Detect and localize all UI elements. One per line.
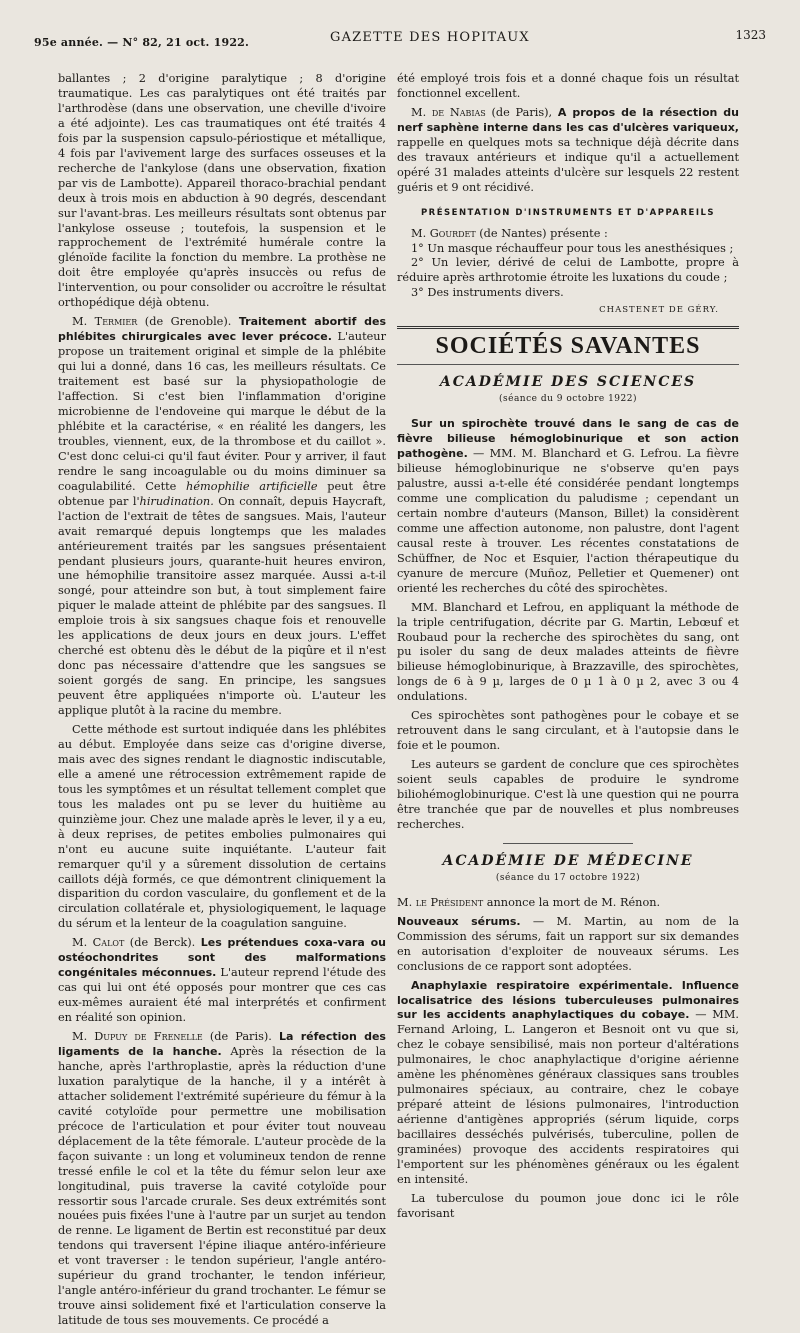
body-text: rappelle en quelques mots sa technique déjà décrite dans des travaux antérieurs et indique qu'il a actuellement opéré 31 malades atteints d'ulcère sur lesquels 22 restent guéris et 9 ont récidivé. [397,135,739,194]
section-heading-instruments: PRÉSENTATION D'INSTRUMENTS ET D'APPAREILS [420,207,716,218]
communication-serums [397,915,739,975]
left-column [58,72,386,1333]
instrument-item: 1° Un masque réchauffeur pour tous les anesthésiques ; [411,241,734,255]
academy-heading: ACADÉMIE DES SCIENCES [439,374,697,391]
paragraph: Cette méthode est surtout indiquée dans les phlébites au début. Employée dans seize cas d'origine diverse, mais avec des signes rendant le diagnostic indiscutable, elle a amené une rétrocession extrêmement rapide de tous les symptômes et un résultat tellement complet que tous les malades ont pu se lever du huitième au quinzième jour. Chez une malade après le lever, il y a eu, à deux reprises, de petites embolies pulmonaires qui n'ont eu aucune suite inquiétante. L'auteur fait remarquer qu'il y a sûrement dissolution de certains caillots déjà formés, ce que démontrent cliniquement la disparition du cordon vasculaire, du gonflement et de la circulation collatérale et, physiologiquement, le laquage du sérum et la lenteur de la coagulation sanguine. [58,722,386,931]
author-name: M. le Président [397,895,484,909]
communication-title: Anaphylaxie respiratoire expérimentale. Influence localisatrice des lésions tuberculeuses pulmonaires sur les accidents anaphylactiques du cobaye. [397,978,739,1022]
author-place: (de Berck). [124,936,201,950]
author-name: M. Gourdet [411,226,476,240]
author-place: (de Paris), [485,105,558,119]
italic-term: hirudination. [139,494,214,508]
journal-title: GAZETTE DES HOPITAUX [330,30,530,45]
divider [503,843,633,844]
body-text: On connaît, depuis Haycraft, l'action de l'extrait de têtes de sangsues. Mais, l'auteur avait remarqué depuis longtemps que les malades antérieurement traités par les sangsues présentaient pendant plusieurs jours, quarante-huit heures environ, une hémophilie transitoire assez marquée. Aussi a-t-il songé, pour atteindre son but, à tout simplement faire piquer le malade atteint de phlébite par des sangsues. Il emploie trois à six sangsues chaque fois et renouvelle les applications de deux jours en deux jours. L'effet cherché est obtenu dès le début de la piqûre et il n'est donc pas nécessaire d'attendre que les sangsues se soient gorgés de sang. En principe, les sangsues peuvent être appliquées n'importe où. L'auteur les applique plutôt à la racine du membre. [58,494,386,718]
right-column [397,72,739,1226]
body-text: L'auteur propose un traitement original et simple de la phlébite qui lui a donné, dans 16 cas, les meilleurs résultats. Ce traitement est basé sur la physiopathologie de l'affection. Si c'est bien l'inflammation d'origine microbienne de l'endoveine qui marque le début de la phlébite et la caractérise, « en réalité les dangers, les troubles, viennent, eux, de la thrombose et du caillot ». C'est donc celui-ci qu'il faut éviter. Pour y arriver, il faut rendre le sang incoagulable ou du moins diminuer sa coagulabilité. Cette [58,330,386,493]
page-header [34,22,766,58]
instrument-item: 2° Un levier, dérivé de celui de Lambotte, propre à réduire après arthrotomie étroite les luxations du coude ; [397,256,739,285]
communication-title: Sur un spirochète trouvé dans le sang de cas de fièvre bilieuse hémoglobinurique et son action pathogène. [397,417,739,461]
divider [397,326,739,329]
author-name: M. Dupuy de Frenelle [72,1030,203,1044]
paragraph: La tuberculose du poumon joue donc ici le rôle favorisant [397,1191,739,1220]
author-name: M. Termier [72,315,138,329]
announcement [397,896,739,911]
body-text: Après la résection de la hanche, après l'arthroplastie, après la réduction d'une luxation paralytique de la hanche, il y a intérêt à attacher solidement l'extrémité supérieure du fémur à la cavité cotyloïde pour permettre une mobilisation précoce de l'articulation et pour éviter tout nouveau déplacement de la tête fémorale. L'auteur procède de la façon suivante : un long et volumineux tendon de renne tressé enfile le col et la tête du fémur selon leur axe longitudinal, puis traverse la cavité cotyloïde pour ressortir sous l'arcade crurale. Ses deux extrémités sont nouées puis fixées l'une à l'autre par un surjet au tendon de renne. Le ligament de Bertin est reconstitué par deux tendons qui traversent l'épine iliaque antéro-inférieure et vont traverser : le tendon supérieur, l'angle antéro-supérieur du grand trochanter, le tendon inférieur, l'angle antéro-inférieur du grand trochanter. Le fémur se trouve ainsi solidement fixé et l'articulation conserve la latitude de tous ses mouvements. Ce procédé a [58,1045,387,1328]
communication-anaphylaxie [397,979,739,1188]
body-text: L'auteur reprend l'étude des cas qui lui ont été opposés pour montrer que ces cas eux-mêmes auraient été mal interprétés et confirment en réalité son opinion. [58,966,386,1025]
communication-spirochete [397,417,739,596]
body-text: annonce la mort de M. Rénon. [483,895,661,909]
body-text: — MM. M. Blanchard et G. Lefrou. La fièvre bilieuse hémoglobinurique ne s'observe qu'en pays palustre, aussi a-t-elle été considérée pendant longtemps comme une complication du paludisme ; cependant un certain nombre d'auteurs (Manson, Billet) la considèrent comme une affection autonome, non palustre, dont l'agent causal reste à trouver. Les récentes constatations de Schüffner, de Noc et Esquier, l'action thérapeutique du cyanure de mercure (Muñoz, Pelletier et Quemener) ont orienté les recherches du côté des spirochètes. [397,447,739,595]
communication-termier [58,315,386,719]
paragraph: MM. Blanchard et Lefrou, en appliquant la méthode de la triple centrifugation, décrite par G. Martin, Lebœuf et Roubaud pour la recherche des spirochètes du sang, ont pu isoler du sang de deux malades atteints de fièvre bilieuse hémoglobinurique, à Brazzaville, des spirochètes, longs de 6 à 9 µ, larges de 0 µ 1 à 0 µ 2, avec 3 ou 4 ondulations. [397,600,739,704]
paragraph: ballantes ; 2 d'origine paralytique ; 8 d'origine traumatique. Les cas paralytiques ont été traités par l'arthrodèse (dans une observation, une cheville d'ivoire a été adjointe). Les cas traumatiques ont été traités 4 fois par la suspension capsulo-périostique et métallique, 4 fois par l'avivement large des surfaces osseuses et la recherche de l'ankylose (dans une observation, fixation par vis de Lambotte). Appareil thoraco-brachial pendant deux à trois mois en abduction à 90 degrés, descendant sur l'avant-bras. Les meilleurs résultats sont obtenus par l'ankylose osseuse ; toutefois, la suspension et le rapprochement de l'extrémité humérale contre la glénoïde facilite la fonction du membre. La prothèse ne doit être employée qu'après insuccès ou refus de l'intervention, ou pour consolider ou accroître le résultat orthopédique déjà obtenu. [58,72,386,310]
divider [397,364,739,365]
body-text: (de Nantes) présente : [475,226,608,240]
instruments-intro [397,227,739,242]
communication-dupuy [58,1030,386,1329]
author-name: M. Calot [72,936,125,950]
page-number: 1323 [735,28,766,42]
body-text: — MM. Fernand Arloing, L. Langeron et Besnoit ont vu que si, chez le cobaye sensibilisé, mais non porteur d'altérations pulmonaires, le choc anaphylactique d'origine aérienne amène les phénomènes généraux classiques sans troubles pulmonaires spéciaux, au contraire, chez le cobaye préparé atteint de lésions pulmonaires, l'introduction aérienne d'antigènes appropriés (sérum liquide, corps bacillaires desséchés pulvérisés, tuberculine, pollen de graminées) provoque des accidents respiratoires qui l'emportent sur les phénomènes généraux ou les égalent en intensité. [397,1008,739,1186]
communication-title: A propos de la résection du nerf saphène interne dans les cas d'ulcères variqueux, [397,105,739,134]
issue-info: 95e année. — N° 82, 21 oct. 1922. [34,36,250,49]
session-date: (séance du 9 octobre 1922) [498,394,637,405]
communication-nabias [397,106,739,196]
communication-title: Nouveaux sérums. [397,914,521,928]
paragraph: Les auteurs se gardent de conclure que ces spirochètes soient seuls capables de produire le syndrome biliohémoglobinurique. C'est là une question qui ne pourra être tranchée que par de nouvelles et plus nombreuses recherches. [397,758,739,831]
paragraph: été employé trois fois et a donné chaque fois un résultat fonctionnel excellent. [397,72,739,100]
section-title: SOCIÉTÉS SAVANTES [435,333,701,360]
communication-title: Les prétendues coxa-vara ou ostéochondrites sont des malformations congénitales méconnues. [58,936,386,980]
communication-title: La réfection des ligaments de la hanche. [58,1030,386,1058]
body-text: peut être obtenue par l' [58,479,386,508]
instrument-item: 3° Des instruments divers. [411,286,564,300]
communication-title: Traitement abortif des phlébites chirurgicales avec lever précoce. [58,315,386,344]
italic-term: hémophilie artificielle [186,479,318,493]
communication-calot [58,936,386,1026]
body-text: — M. Martin, au nom de la Commission des sérums, fait un rapport sur six demandes en autorisation d'exploiter de nouveaux sérums. Les conclusions de ce rapport sont adoptées. [397,914,739,973]
signature: CHASTENET DE GÉRY. [599,305,719,316]
paragraph: Ces spirochètes sont pathogènes pour le cobaye et se retrouvent dans le sang circulant, et à l'autopsie dans le foie et le poumon. [397,709,739,753]
author-place: (de Grenoble). [137,315,239,329]
academy-heading: ACADÉMIE DE MÉDECINE [442,852,694,869]
author-name: M. de Nabias [411,105,486,119]
author-place: (de Paris). [202,1030,279,1044]
session-date: (séance du 17 octobre 1922) [495,872,641,883]
